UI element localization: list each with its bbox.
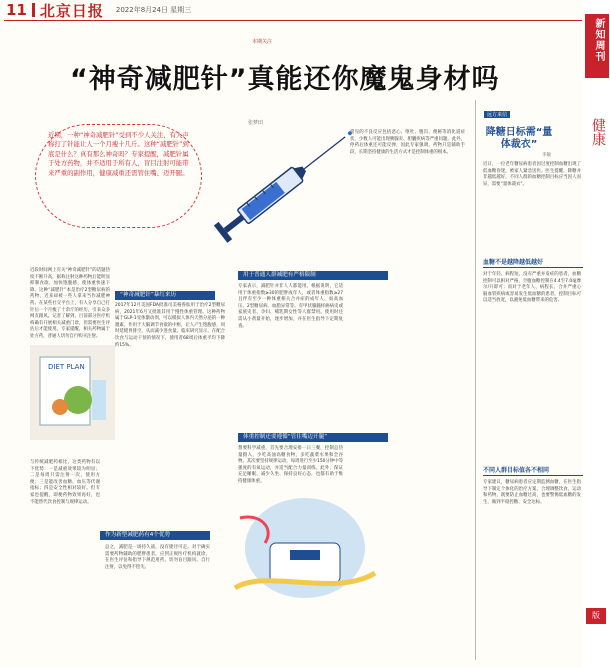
subheading-lifestyle: 体重控制还要遵循“管住嘴迈开腿” [238,433,388,442]
right-subheading-1: 血糖不是越降越低越好 [483,258,583,268]
section-side-strip [583,0,610,668]
column-text: 常见的不良反应包括恶心、呕吐、腹泻、便秘等消化道症状，少数人可能出现胰腺炎、胆囊疾病等严重问题。此外，停药后体重还可能反弹，因此专家强调，药物只是辅助手段，长期坚持健康的生活方式才是控制体重的根本。 [350,130,465,155]
newspaper-brand: 北京日报 [39,1,104,20]
diet-plan-label: DIET PLAN [48,363,85,371]
column-text: 近段时间网上有关“神奇减肥针”的话题热度不断升高，据称注射这种药物后能明显抑制食欲、加快饱腹感，使体重快速下降。这种“减肥针”本是治疗2型糖尿病的药物，近来却被一些人拿来当作减肥神药。在某些社交平台上，有人分享自己打针后一个月瘦了十余斤的经历，引来众多网友跟风。记者了解到，目前部分医疗机构确有开展相关减重门诊，但需要医生评估后才能使用。专家提醒，相关药物属于处方药，普通人切勿自行购买注射。 [30,268,110,339]
section-name: 新知周刊 [593,18,604,62]
header-rule [4,20,582,21]
right-article-kicker: 远方来信 [484,111,510,118]
article-headline: “神奇减肥针”真能还你魔鬼身材吗 [70,64,500,95]
column-text: 对于年轻、病程短、没有严重并发症的患者，血糖控制可以相对严格，空腹血糖控制在4.4至7.0毫摩尔/升即可；而对于老年人、病程长、合并严重心脑血管疾病或容易发生低血糖的患者，控制目标可以适当放宽，以避免低血糖带来的危害。 [483,272,581,304]
column-divider [475,100,476,660]
subheading-advantages: 作为新型减肥药有4个优势 [100,531,210,540]
subheading-origin: “神奇减肥针”暴红来历 [115,291,215,300]
issue-date: 2022年8月24日 星期三 [115,6,192,14]
section-tag [585,14,609,78]
right-subheading-2: 不同人群目标值各不相同 [483,466,583,476]
section-category: 健康 [590,118,606,146]
right-article-title: 降糖日标需“量体裁衣” [485,127,553,150]
side-foot-badge: 版 [586,608,606,624]
article-intro: 近期，一种“神奇减肥针”受到不少人关注，有人声称打了针能让人一个月瘦十几斤。这种“减肥针”到底是什么？真有那么神奇吗？专家提醒，减肥针属于处方药物，并不适用于所有人，盲目注射可能带来严重的副作用，健康减重还需管住嘴、迈开腿。 [35,124,202,228]
column-text: 与传统减肥药相比，这类药物有以下优势：一是减重效果较为明显；二是每周只需注射一次，使用方便；三是能改善血糖、血压等代谢指标；四是安全性相对较好。但专家也提醒，即便药物效果再好，也不能替代饮食控制与规律运动。 [30,460,100,505]
header-divider [32,3,35,17]
column-text: 想要科学减重，首先要合理安排一日三餐，控制总热量摄入，少吃高油高糖食物，多吃蔬菜水果和全谷物。其次要坚持规律运动，每周进行至少150分钟中等强度的有氧运动，并适当配合力量训练。此外，保证充足睡眠、减少久坐、保持良好心态，也都有助于维持健康体重。 [238,446,343,484]
article-byline: 张梦田 [248,120,264,126]
column-text: 总之，减肥是一场持久战，没有捷径可走。对于确实需要药物辅助的肥胖患者，应到正规医疗机构就诊，在医生评估和指导下规范用药，切勿盲目跟风、自行注射，以免得不偿失。 [105,545,210,570]
column-text: 专家表示，减肥针并非人人都能用。根据说明，它适用于体重指数≥30的肥胖成年人，或者体重指数≥27且伴有至少一种体重相关合并症的成年人，如高血压、2型糖尿病、血脂异常等。有甲状腺髓样癌病史或家族史者、孕妇、哺乳期女性等人群禁用。使用时还需从小剂量开始，逐步增加，并在医生指导下定期复查。 [238,284,343,329]
diet-plan-illustration [30,345,115,440]
column-text: 专家建议，糖尿病患者应定期监测血糖，在医生指导下制定个体化的治疗方案，合理调整饮食、运动和药物，既要防止血糖过高，也要警惕低血糖的发生，做到平稳控糖、安全达标。 [483,480,581,505]
page-header [0,0,610,20]
article-kicker: 本期关注 [252,39,273,45]
scale-measuring-tape-illustration [215,488,390,613]
column-text: 2017年12月美国FDA批准司美格鲁肽用于治疗2型糖尿病，2021年6月又批准其用于慢性体重管理。这种药物属于GLP-1受体激动剂，可以模拟人体内天然分泌的一种激素，作用于大脑调节食欲的中枢，让人产生饱腹感，同时延缓胃排空，从而减少进食量。临床研究显示，在配合饮食与运动干预的情况下，使用者68周后体重平均下降约15%。 [115,303,225,348]
column-text: 近日，一位老年糖尿病患者因过度控制血糖出现了低血糖昏迷，被家人紧急送医。医生提醒，降糖并非越低越好，不同人群的血糖控制目标应当因人而异，需要“量体裁衣”。 [483,162,581,187]
subheading-usage-limits: 用于普通人群减肥有严格限制 [238,271,388,280]
page-number: 11 [6,1,27,19]
right-article-byline: 李敏 [542,153,551,158]
